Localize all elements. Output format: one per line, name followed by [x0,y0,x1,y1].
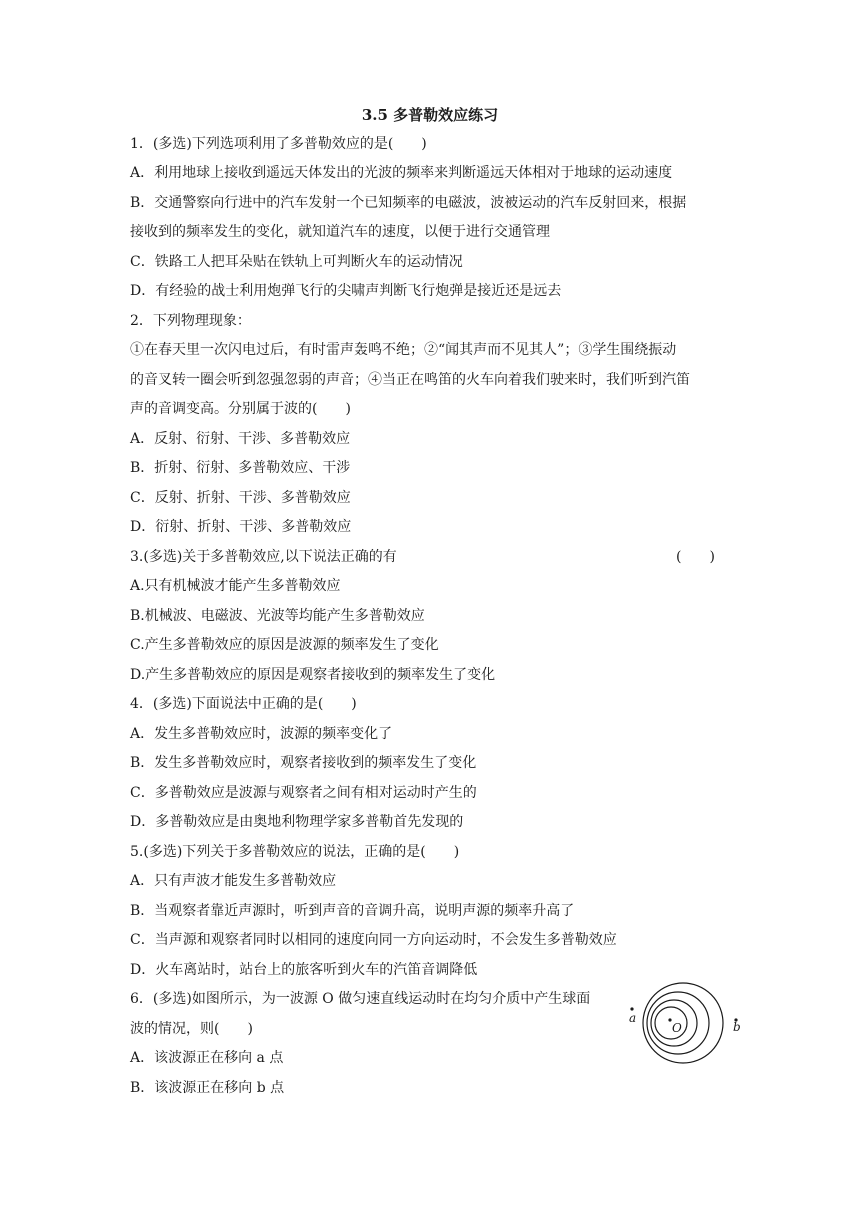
q2-option-c: C．反射、折射、干涉、多普勒效应 [130,490,351,506]
q1-option-d: D．有经验的战士利用炮弹飞行的尖啸声判断飞行炮弹是接近还是远去 [130,283,562,299]
q4-option-a: A．发生多普勒效应时，波源的频率变化了 [130,726,393,742]
q5-option-d: D．火车离站时，站台上的旅客听到火车的汽笛音调降低 [130,962,478,978]
q3-option-b: B.机械波、电磁波、光波等均能产生多普勒效应 [130,608,425,624]
q5-option-c: C．当声源和观察者同时以相同的速度向同一方向运动时，不会发生多普勒效应 [130,932,617,948]
label-o: O [672,1021,682,1035]
q4-stem: 4．(多选)下面说法中正确的是( ) [130,696,357,712]
q2-text-3: 声的音调变高。分别属于波的( ) [130,401,351,417]
q4-option-b: B．发生多普勒效应时，观察者接收到的频率发生了变化 [130,755,477,771]
q2-stem: 2．下列物理现象： [130,313,251,329]
q6-stem: 6．(多选)如图所示，为一波源 O 做匀速直线运动时在均匀介质中产生球面 [130,991,591,1007]
q2-text-2: 的音叉转一圈会听到忽强忽弱的声音；④当正在鸣笛的火车向着我们驶来时，我们听到汽笛 [130,372,690,388]
q5-option-a: A．只有声波才能发生多普勒效应 [130,873,337,889]
q3-option-a: A.只有机械波才能产生多普勒效应 [130,578,341,594]
wave-circles-diagram [620,976,750,1086]
q3-option-d: D.产生多普勒效应的原因是观察者接收到的频率发生了变化 [130,667,496,683]
q5-stem: 5.(多选)下列关于多普勒效应的说法，正确的是( ) [130,844,460,860]
q2-option-b: B．折射、衍射、多普勒效应、干涉 [130,460,351,476]
q3-stem: 3.(多选)关于多普勒效应,以下说法正确的有 [130,549,397,565]
q5-option-b: B．当观察者靠近声源时，听到声音的音调升高，说明声源的频率升高了 [130,903,575,919]
label-b: b [733,1020,741,1034]
q6-option-b: B．该波源正在移向 b 点 [130,1080,285,1096]
q2-text-1: ①在春天里一次闪电过后，有时雷声轰鸣不绝；②“闻其声而不见其人”；③学生围绕振动 [130,342,677,358]
q6-stem-cont: 波的情况，则( ) [130,1021,253,1037]
q2-option-d: D．衍射、折射、干涉、多普勒效应 [130,519,352,535]
q3-answer-paren: ( ) [676,549,715,565]
q4-option-d: D．多普勒效应是由奥地利物理学家多普勒首先发现的 [130,814,464,830]
q1-stem: 1．(多选)下列选项利用了多普勒效应的是( ) [130,136,427,152]
q2-option-a: A．反射、衍射、干涉、多普勒效应 [130,431,351,447]
q1-option-b: B．交通警察向行进中的汽车发射一个已知频率的电磁波，波被运动的汽车反射回来，根据 [130,195,687,211]
q3-option-c: C.产生多普勒效应的原因是波源的频率发生了变化 [130,637,439,653]
q4-option-c: C．多普勒效应是波源与观察者之间有相对运动时产生的 [130,785,477,801]
q1-option-a: A．利用地球上接收到遥远天体发出的光波的频率来判断遥远天体相对于地球的运动速度 [130,165,673,181]
q1-option-c: C．铁路工人把耳朵贴在铁轨上可判断火车的运动情况 [130,254,463,270]
wave-figure [620,976,750,1086]
label-a: a [629,1011,637,1025]
q1-option-b-cont: 接收到的频率发生的变化，就知道汽车的速度，以便于进行交通管理 [130,224,550,240]
q6-option-a: A．该波源正在移向 a 点 [130,1050,284,1066]
wavefront-innermost [655,1007,687,1039]
page-title: 3.5 多普勒效应练习 [361,106,499,124]
